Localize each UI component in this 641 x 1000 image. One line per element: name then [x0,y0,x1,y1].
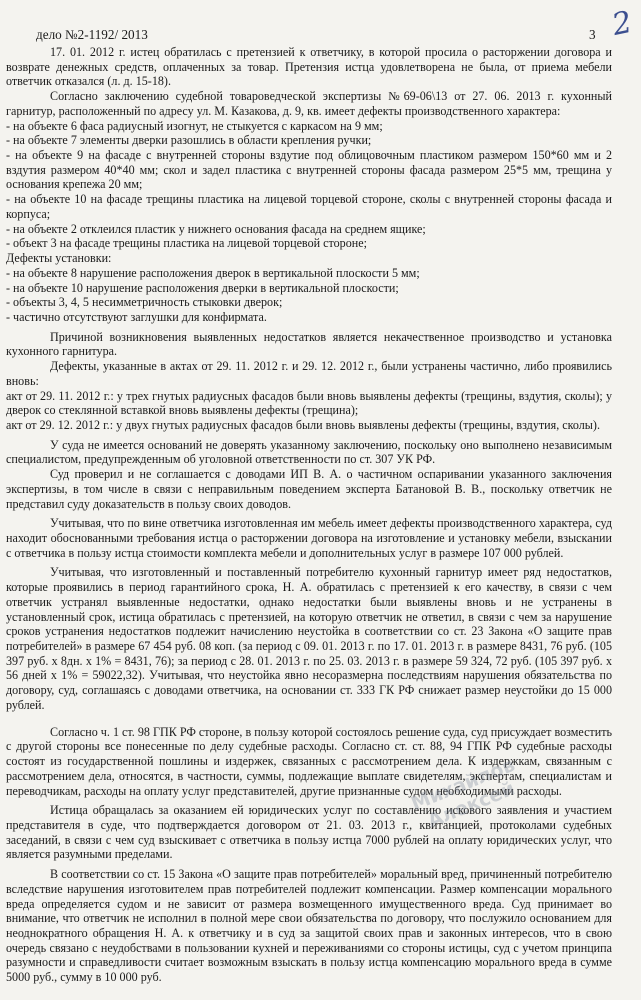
page-number: 3 [589,27,596,42]
list-item: - на объекте 7 элементы дверки разошлись в области крепления ручки; [6,133,372,148]
paragraph-expertise: Согласно заключению судебной товароведческой экспертизы №69-06\13 от 27. 06. 2013 г. кухонный гарнитур, расположенный по адресу ул. М. Казакова, д. 9, кв. имеет дефекты производственного характера: [6,89,612,118]
paragraph-legal-services: Истица обращалась за оказанием ей юридических услуг по составлению искового заявления и участием представителя в суде, что подтверждается договором от 21. 03. 2013 г., квитанцией, протоколами судебных заседаний, в связи с чем суд взыскивает с ответчика в пользу истца 7000 рублей на оплату юридических услуг, что является разумными пределами. [6,803,612,862]
stamp-watermark: Михайлов Алексей [408,753,519,833]
list-item: - на объекте 10 на фасаде трещины пластика на лицевой торцевой стороне, сколы с внутренней стороны фасада и корпуса; [6,192,612,221]
section-heading: Дефекты установки: [6,251,112,266]
list-item: - на объекте 6 фаса радиусный изогнут, не стыкуется с каркасом на 9 мм; [6,118,383,133]
list-item: - на объекте 10 нарушение расположения дверки в вертикальной плоскости; [6,280,399,295]
handwritten-mark: 2 [609,4,636,43]
case-number: дело №2-1192/ 2013 [36,27,148,42]
list-item: - частично отсутствуют заглушки для конфирмата. [6,309,267,324]
list-item: - объект 3 на фасаде трещины пластика на лицевой торцевой стороне; [6,236,367,251]
paragraph-costs: Согласно ч. 1 ст. 98 ГПК РФ стороне, в пользу которой состоялось решение суда, суд присуждает возместить с другой стороны все понесенные по делу судебные расходы. Согласно ст. ст. 88, 94 ГПК РФ судебные расходы состоят из государственной пошлины и издержек, связанных с рассмотрением дела. К издержкам, связанным с рассмотрением дела, относятся, в частности, суммы, подлежащие выплате свидетелям, экспертам, специалистам и переводчикам, расходы на оплату услуг представителей, другие признанные судом необходимыми расходы. [6,724,612,798]
paragraph-cause: Причиной возникновения выявленных недостатков является некачественное производство и установка кухонного гарнитура. [6,329,612,359]
act-item: акт от 29. 11. 2012 г.: у трех гнутых радиусных фасадов были вновь выявлены дефекты (трещины, вздутия, сколы); у дверок со стеклянной вставкой вновь выявлены дефекты (трещина); [6,388,612,418]
list-item: - объекты 3, 4, 5 несимметричность стыковки дверок; [6,295,283,310]
paragraph-penalty: Учитывая, что изготовленный и поставленный потребителю кухонный гарнитур имеет ряд недостатков, которые проявились в период гарантийного срока, Н. А. обратилась с претензией к его качеству, в связи с чем ответчик устранял выявленные недостатки, однако недостатки были выявлены вновь и не устранены в установленный срок, истица обратилась с претензией, на которую ответчик не ответил, в связи с чем за нарушение сроков устранения недостатков подлежит начислению неустойка в соответствии со ст. 23 Закона «О защите прав потребителей» в размере 67 454 руб. 08 коп. (за период с 09. 01. 2013 г. по 17. 01. 2013 г. в размере 8431, 76 руб. (105 397 руб. х 8дн. х 1% = 8431, 76); за период с 28. 01. 2013 г. по 25. 03. 2013 г. в размере 59 324, 72 руб. (105 397 руб. х 56 дней х 1% = 59022,32). Учитывая, что неустойка явно несоразмерна последствиям нарушения обязательства по договору, суд, соглашаясь с доводами ответчика, на основании ст. 333 ГК РФ снижает размер неустойки до 15 000 рублей. [6,565,612,712]
list-item: - на объекте 2 отклеился пластик у нижнего основания фасада на среднем ящике; [6,221,426,236]
paragraph-defects-liability: Учитывая, что по вине ответчика изготовленная им мебель имеет дефекты производственного характера, суд находит обоснованными требования истца о расторжении договора на изготовление и установку мебели, взыскании с ответчика в пользу истца стоимости комплекта мебели и дополнительных услуг в размере 107 000 рублей. [6,516,612,560]
list-item: - на объекте 8 нарушение расположения дверок в вертикальной плоскости 5 мм; [6,265,420,280]
document-body [6,45,612,985]
act-item: акт от 29. 12. 2012 г.: у двух гнутых радиусных фасадов были вновь выявлены дефекты (трещины, вздутия, сколы). [6,417,600,432]
paragraph-defects: Дефекты, указанные в актах от 29. 11. 2012 г. и 29. 12. 2012 г., были устранены частично, либо проявились вновь: [6,359,612,388]
paragraph-trust: У суда не имеется оснований не доверять указанному заключению, поскольку оно выполнено независимым специалистом, предупрежденным об уголовной ответственности по ст. 307 УК РФ. [6,437,612,467]
paragraph-ip: Суд проверил и не соглашается с доводами ИП В. А. о частичном оспаривании указанного заключения экспертизы, в том числе в связи с неправильным поведением эксперта Батановой В. В., поскольку ответчик не представил суду доказательств в пользу своих доводов. [6,467,612,511]
paragraph-moral-damage: В соответствии со ст. 15 Закона «О защите прав потребителей» моральный вред, причиненный потребителю вследствие нарушения изготовителем прав потребителей подлежит компенсации. Размер компенсации морального вреда определяется судом и не зависит от размера возмещенного имущественного вреда. Суд принимает во внимание, что ответчик не исполнил в полной мере свои обязательства по договору, что послужило основанием для неоднократного обращения Н. А. к ответчику и в суд за защитой своих прав и законных интересов, что в свою очередь связано с неудобствами в пользовании кухней и переживаниями со стороны истицы, суд с учетом принципа разумности и справедливости считает возможным взыскать в пользу истца компенсацию морального вреда в сумме 5000 руб., сумму в 10 000 руб. [6,867,612,985]
list-item: - на объекте 9 на фасаде с внутренней стороны вздутие под облицовочным пластиком размером 150*60 мм и 2 вздутия размером 40*40 мм; скол и задел пластика с внутренней стороны фасада размером 25*5 мм, трещина у основания крепежа 20 мм; [6,148,612,192]
paragraph-claim: 17. 01. 2012 г. истец обратилась с претензией к ответчику, в которой просила о расторжении договора и возврате денежных средств, оплаченных за товар. Претензия истца удовлетворена не была, от приема мебели ответчик отказался (л. д. 15-18). [6,45,612,89]
